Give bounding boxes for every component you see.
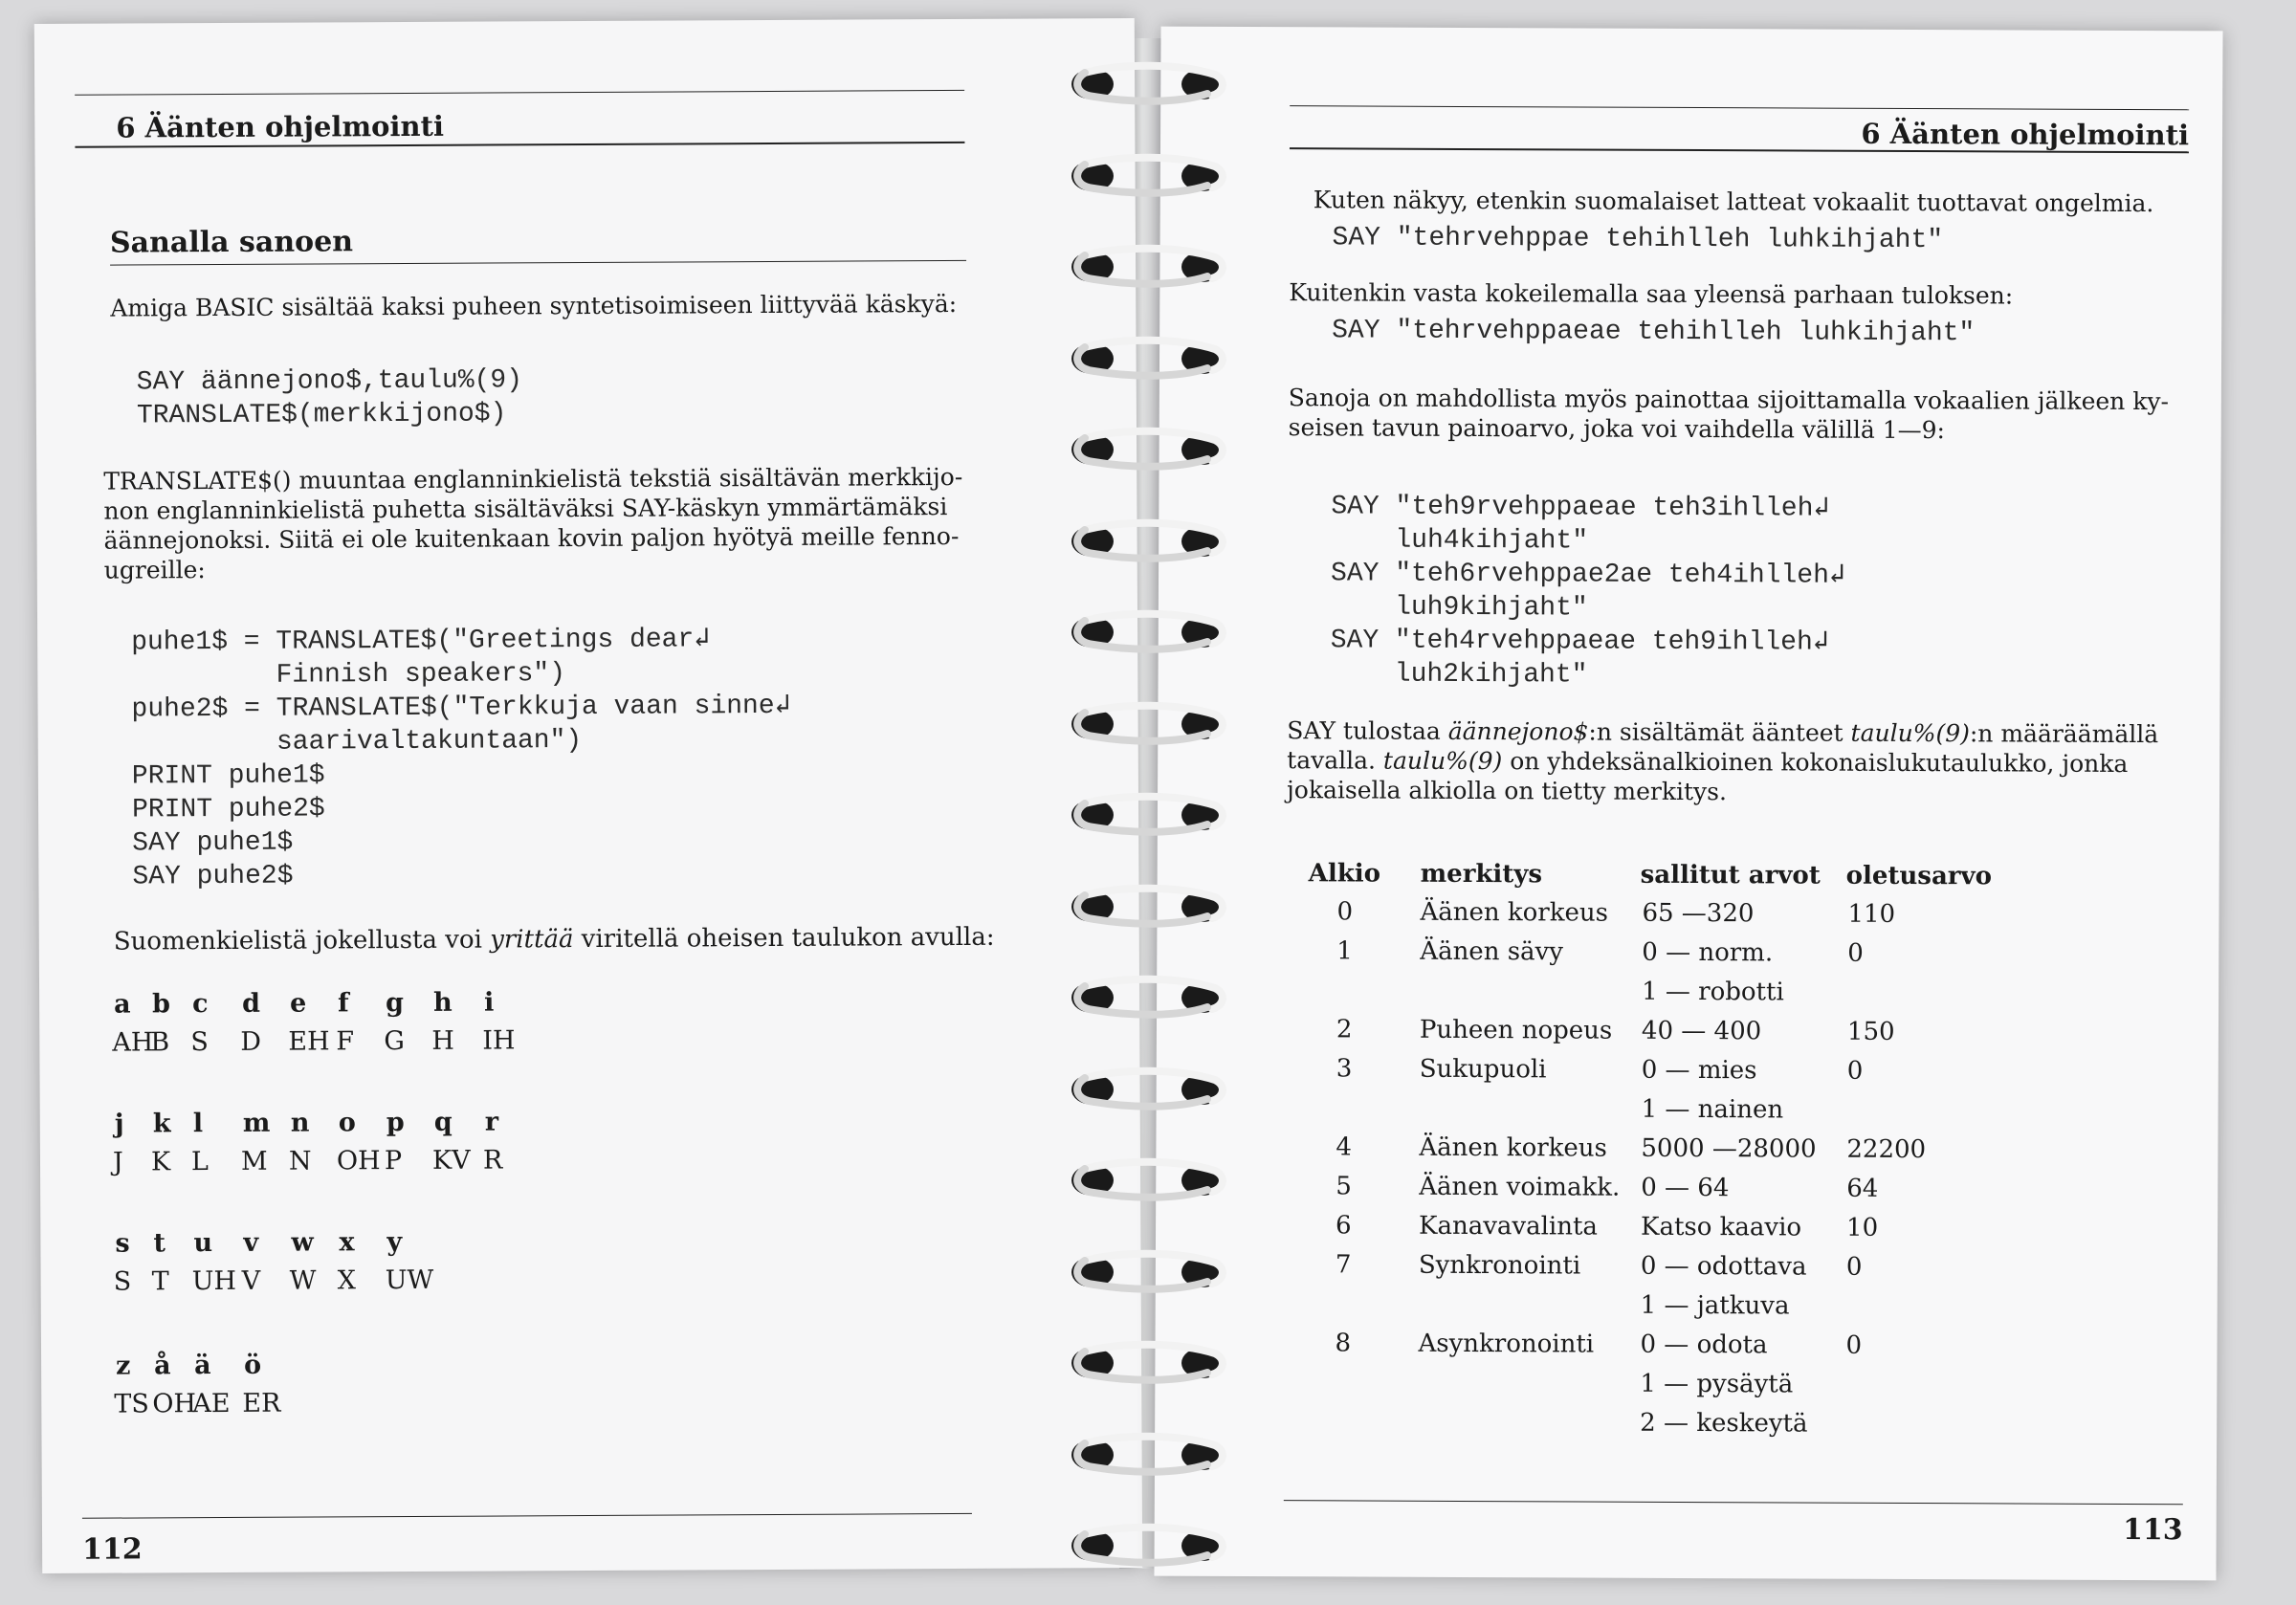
binding-ring: [1064, 1430, 1231, 1480]
text-line: Sanoja on mahdollista myös painottaa sijoittamalla vokaalien jälkeen ky-: [1288, 384, 2170, 416]
emphasis: äännejono$: [1447, 716, 1589, 746]
letter-header: b: [152, 989, 171, 1020]
letter-header: z: [116, 1351, 131, 1381]
letter-header: m: [242, 1108, 271, 1138]
phoneme-code: AE: [192, 1388, 231, 1419]
phoneme-code: H: [431, 1025, 454, 1056]
text-line: jokaisella alkiolla on tietty merkitys.: [1286, 776, 1728, 806]
page-number: 112: [82, 1532, 143, 1567]
page-number: 113: [2122, 1512, 2183, 1548]
code-line: SAY puhe2$: [132, 861, 294, 892]
cell-alkio: 4: [1336, 1132, 1353, 1162]
binding-ring: [1064, 973, 1231, 1022]
code-line: luh4kihjaht": [1331, 525, 1589, 557]
letter-header: a: [114, 989, 131, 1020]
code-line: SAY "teh4rvehppaeae teh9ihlleh↲: [1330, 626, 1829, 658]
text-span: tavalla.: [1287, 746, 1384, 775]
phoneme-code: IH: [482, 1025, 516, 1056]
cell-arvot: 0 — 64: [1641, 1173, 1730, 1203]
section-title: Sanalla sanoen: [109, 225, 354, 260]
phoneme-code: R: [482, 1145, 503, 1176]
emphasis: taulu%(9): [1850, 718, 1970, 748]
binding-ring: [1064, 425, 1231, 474]
code-block-1: [137, 363, 523, 432]
letter-header: g: [386, 988, 405, 1019]
cell-arvot: 0 — mies: [1641, 1055, 1757, 1086]
code-line: PRINT puhe1$: [131, 760, 325, 792]
letter-header: f: [338, 988, 349, 1019]
text-span: :n sisältämät äänteet: [1588, 717, 1851, 747]
binding-ring: [1064, 1247, 1231, 1297]
cell-merkitys: Äänen korkeus: [1420, 897, 1609, 928]
binding-ring: [1064, 607, 1231, 657]
letter-header: ä: [194, 1351, 211, 1381]
binding-ring: [1064, 1338, 1231, 1388]
code-line: luh2kihjaht": [1330, 659, 1588, 691]
letter-header: j: [114, 1109, 124, 1139]
phoneme-code: S: [190, 1027, 209, 1058]
cell-arvot: 0 — norm.: [1642, 937, 1774, 968]
letter-header: å: [154, 1351, 171, 1381]
phoneme-code: F: [336, 1026, 355, 1057]
phoneme-code: N: [288, 1146, 312, 1176]
letter-header: u: [193, 1228, 213, 1259]
text-line: TRANSLATE$() muuntaa englanninkielistä tekstiä sisältävän merkkijo-: [103, 462, 963, 495]
letter-header: r: [484, 1107, 499, 1137]
code-line: SAY äännejono$,taulu%(9): [136, 365, 523, 398]
paragraph-2: Kuitenkin vasta kokeilemalla saa yleensä parhaan tuloksen:: [1289, 278, 2014, 310]
cell-arvot: 1 — jatkuva: [1640, 1290, 1790, 1321]
cell-merkitys: Äänen voimakk.: [1419, 1172, 1621, 1202]
cell-arvot: 40 — 400: [1641, 1016, 1762, 1046]
emphasis: taulu%(9): [1382, 746, 1503, 776]
code-line: PRINT puhe2$: [131, 794, 325, 825]
header-top-rule: [1290, 105, 2189, 110]
cell-arvot: 65 —320: [1642, 898, 1755, 929]
cell-oletus: 0: [1845, 1252, 1863, 1282]
text-line: seisen tavun painoarvo, joka voi vaihdella välillä 1—9:: [1288, 413, 1946, 445]
letter-header: e: [290, 988, 307, 1019]
text-span: on yhdeksänalkioinen kokonaislukutaulukko, jonka: [1502, 747, 2129, 779]
code-block-3: [1331, 490, 1846, 693]
section-rule: [110, 260, 966, 266]
cell-oletus: 110: [1847, 899, 1896, 929]
binding-ring: [1064, 1065, 1231, 1114]
letter-header: q: [433, 1107, 453, 1137]
running-header: 6 Äänten ohjelmointi: [1861, 117, 2190, 152]
phoneme-code: UH: [191, 1265, 237, 1297]
text-line: non englanninkielistä puhetta sisältäväksi SAY-käskyn ymmärtämäksi: [103, 493, 948, 525]
binding-ring: [1064, 242, 1231, 292]
cell-alkio: 3: [1336, 1054, 1353, 1084]
table-header: merkitys: [1420, 859, 1543, 890]
text-line: ugreille:: [103, 556, 206, 584]
cell-arvot: 5000 —28000: [1641, 1133, 1817, 1164]
phoneme-code: B: [150, 1027, 170, 1058]
intro-paragraph: Amiga BASIC sisältää kaksi puheen syntetisoimiseen liittyvää käskyä:: [110, 289, 958, 322]
code-line: puhe2$ = TRANSLATE$("Terkkuja vaan sinne↲: [131, 691, 791, 725]
letter-header: o: [338, 1108, 356, 1138]
cell-arvot: 2 — keskeytä: [1640, 1408, 1808, 1439]
phoneme-code: X: [337, 1265, 356, 1296]
phoneme-code: ER: [242, 1388, 281, 1418]
cell-merkitys: Asynkronointi: [1418, 1329, 1595, 1359]
phoneme-code: TS: [114, 1389, 149, 1419]
letter-header: n: [290, 1108, 310, 1138]
letter-header: y: [386, 1227, 403, 1258]
binding-ring: [1064, 517, 1231, 566]
letter-header: x: [339, 1227, 355, 1258]
text-span: :n määräämällä: [1969, 719, 2159, 749]
cell-merkitys: Äänen korkeus: [1419, 1132, 1607, 1163]
binding-ring: [1064, 151, 1231, 201]
letter-header: d: [242, 988, 261, 1019]
letter-header: h: [433, 987, 453, 1018]
phoneme-code: UW: [385, 1264, 434, 1296]
phoneme-code: V: [241, 1265, 261, 1296]
phoneme-code: EH: [288, 1026, 330, 1057]
cell-oletus: 22200: [1846, 1134, 1927, 1165]
text-line: äännejonoksi. Siitä ei ole kuitenkaan kovin paljon hyötyä meille fenno-: [103, 521, 960, 555]
binding-ring: [1064, 790, 1231, 840]
table-header: sallitut arvot: [1640, 860, 1821, 890]
cell-arvot: 1 — robotti: [1642, 977, 1784, 1007]
code-line: luh9kihjaht": [1330, 592, 1588, 624]
code-line: SAY "teh6rvehppae2ae teh4ihlleh↲: [1330, 559, 1845, 591]
text-span: viritellä oheisen taulukon avulla:: [573, 922, 995, 955]
phoneme-code: T: [151, 1266, 169, 1297]
cell-alkio: 5: [1336, 1172, 1352, 1201]
phoneme-code: W: [289, 1265, 317, 1296]
letter-header: i: [484, 987, 495, 1018]
cell-merkitys: Puheen nopeus: [1419, 1015, 1613, 1045]
code-line: SAY "teh9rvehppaeae teh3ihlleh↲: [1331, 492, 1830, 524]
letter-header: ö: [244, 1350, 262, 1380]
code-block-2: [131, 623, 791, 894]
code-line: saarivaltakuntaan"): [131, 726, 583, 759]
binding-ring: [1064, 699, 1231, 749]
phoneme-code: AH: [112, 1027, 154, 1058]
phoneme-code: L: [190, 1147, 210, 1177]
footer-rule: [1284, 1500, 2183, 1505]
cell-alkio: 7: [1335, 1250, 1352, 1280]
paragraph-1: Kuten näkyy, etenkin suomalaiset latteat vokaalit tuottavat ongelmia.: [1313, 186, 2154, 218]
cell-merkitys: Kanavavalinta: [1419, 1211, 1599, 1242]
cell-arvot: 0 — odottava: [1640, 1251, 1807, 1282]
phoneme-code: KV: [431, 1145, 471, 1176]
table-header: Alkio: [1308, 859, 1381, 889]
cell-arvot: Katso kaavio: [1641, 1212, 1802, 1242]
binding-ring: [1064, 1155, 1231, 1205]
phoneme-code: D: [240, 1026, 262, 1057]
binding-ring: [1064, 882, 1231, 932]
letter-header: l: [192, 1109, 204, 1139]
header-top-rule: [75, 90, 964, 96]
code-line: Finnish speakers"): [131, 659, 566, 692]
cell-arvot: 0 — odota: [1640, 1330, 1768, 1360]
cell-oletus: 0: [1847, 938, 1864, 968]
cell-merkitys: Äänen sävy: [1420, 936, 1564, 967]
text-line: [1287, 715, 2158, 749]
text-line: [1287, 745, 2158, 779]
code-line: TRANSLATE$(merkkijono$): [136, 399, 507, 431]
binding-ring: [1064, 334, 1231, 384]
letter-header: v: [243, 1227, 259, 1258]
letter-header: p: [386, 1108, 405, 1138]
cell-oletus: 0: [1846, 1056, 1864, 1086]
cell-alkio: 6: [1336, 1211, 1352, 1241]
phoneme-code: S: [113, 1266, 132, 1297]
phoneme-code: OH: [336, 1146, 381, 1176]
cell-alkio: 1: [1336, 936, 1353, 966]
letter-header: k: [152, 1109, 171, 1139]
phoneme-code: G: [384, 1026, 405, 1057]
phoneme-code: P: [384, 1146, 403, 1176]
paragraph-4: [1287, 715, 2158, 808]
binding-ring: [1064, 59, 1231, 109]
paragraph-3: [1289, 383, 2169, 446]
code-line: puhe1$ = TRANSLATE$("Greetings dear↲: [131, 625, 711, 658]
text-span: Suomenkielistä jokellusta voi: [113, 925, 491, 956]
binding-ring: [1064, 1521, 1231, 1571]
footer-rule: [82, 1513, 972, 1519]
letter-header: c: [192, 989, 209, 1020]
phoneme-code: M: [240, 1146, 268, 1176]
code-line: SAY puhe1$: [132, 827, 294, 859]
code-line-1: SAY "tehrvehppae tehihlleh luhkihjaht": [1332, 223, 1944, 256]
letter-header: t: [153, 1228, 166, 1259]
text-span: SAY tulostaa: [1287, 716, 1448, 745]
cell-alkio: 2: [1336, 1015, 1353, 1044]
code-line-2: SAY "tehrvehppaeae tehihlleh luhkihjaht": [1332, 316, 1976, 349]
table-header: oletusarvo: [1845, 861, 1993, 891]
left-page: [34, 18, 1142, 1573]
letter-header: s: [115, 1228, 130, 1259]
running-header: 6 Äänten ohjelmointi: [116, 109, 445, 144]
right-page: [1154, 27, 2222, 1581]
phoneme-code: OH: [152, 1389, 197, 1419]
cell-merkitys: Sukupuoli: [1419, 1054, 1547, 1085]
table-intro: [114, 923, 995, 957]
cell-oletus: 10: [1846, 1213, 1879, 1242]
cell-merkitys: Synkronointi: [1418, 1250, 1581, 1281]
phoneme-code: J: [112, 1147, 123, 1177]
phoneme-code: K: [150, 1147, 171, 1177]
cell-oletus: 0: [1845, 1330, 1863, 1360]
cell-arvot: 1 — pysäytä: [1640, 1369, 1794, 1399]
emphasis: yrittää: [490, 925, 574, 955]
cell-arvot: 1 — nainen: [1641, 1094, 1784, 1125]
cell-oletus: 150: [1846, 1017, 1895, 1046]
description-paragraph: [103, 462, 963, 585]
cell-alkio: 8: [1335, 1329, 1352, 1358]
cell-alkio: 0: [1336, 897, 1354, 927]
letter-header: w: [291, 1227, 314, 1258]
cell-oletus: 64: [1846, 1174, 1879, 1203]
